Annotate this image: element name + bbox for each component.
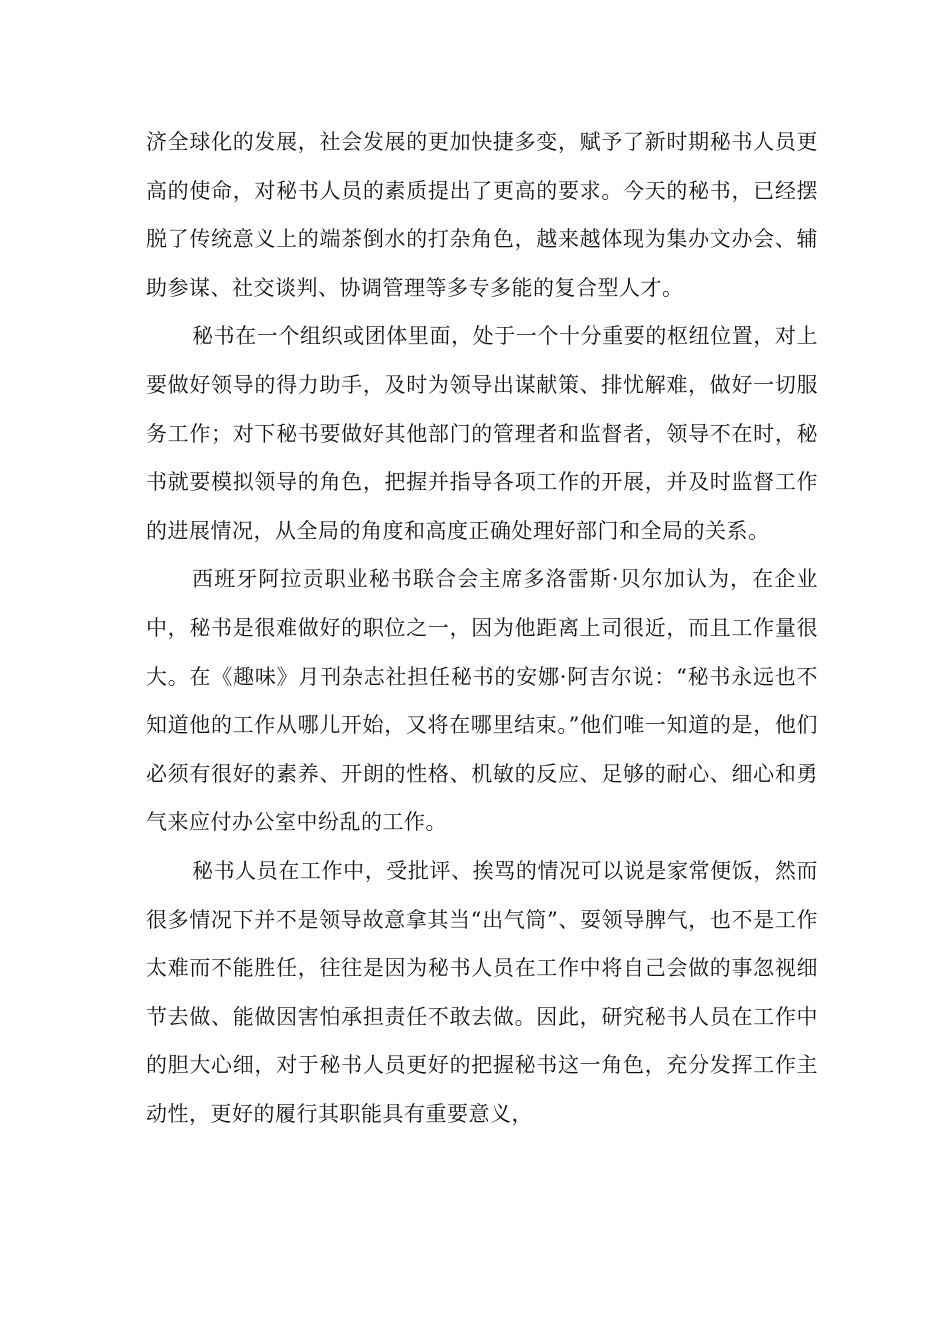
document-body xyxy=(146,118,818,1138)
paragraph-2: 秘书在一个组织或团体里面，处于一个十分重要的枢纽位置，对上要做好领导的得力助手，及时为领导出谋献策、排忧解难，做好一切服务工作；对下秘书要做好其他部门的管理者和监督者，领导不在时，秘书就要模拟领导的角色，把握并指导各项工作的开展，并及时监督工作的进展情况，从全局的角度和高度正确处理好部门和全局的关系。 xyxy=(146,324,818,543)
paragraph-4: 秘书人员在工作中，受批评、挨骂的情况可以说是家常便饭，然而很多情况下并不是领导故意拿其当“出气筒”、耍领导脾气，也不是工作太难而不能胜任，往往是因为秘书人员在工作中将自己会做的事忽视细节去做、能做因害怕承担责任不敢去做。因此，研究秘书人员在工作中的胆大心细，对于秘书人员更好的把握秘书这一角色，充分发挥工作主动性，更好的履行其职能具有重要意义， xyxy=(146,858,818,1126)
paragraph-3: 西班牙阿拉贡职业秘书联合会主席多洛雷斯·贝尔加认为，在企业中，秘书是很难做好的职位之一，因为他距离上司很近，而且工作量很大。在《趣味》月刊杂志社担任秘书的安娜·阿吉尔说：“秘书永远也不知道他的工作从哪儿开始，又将在哪里结束。”他们唯一知道的是，他们必须有很好的素养、开朗的性格、机敏的反应、足够的耐心、细心和勇气来应付办公室中纷乱的工作。 xyxy=(146,567,818,835)
paragraph-1: 济全球化的发展，社会发展的更加快捷多变，赋予了新时期秘书人员更高的使命，对秘书人员的素质提出了更高的要求。今天的秘书，已经摆脱了传统意义上的端茶倒水的打杂角色，越来越体现为集办文办会、辅助参谋、社交谈判、协调管理等多专多能的复合型人才。 xyxy=(146,130,818,300)
